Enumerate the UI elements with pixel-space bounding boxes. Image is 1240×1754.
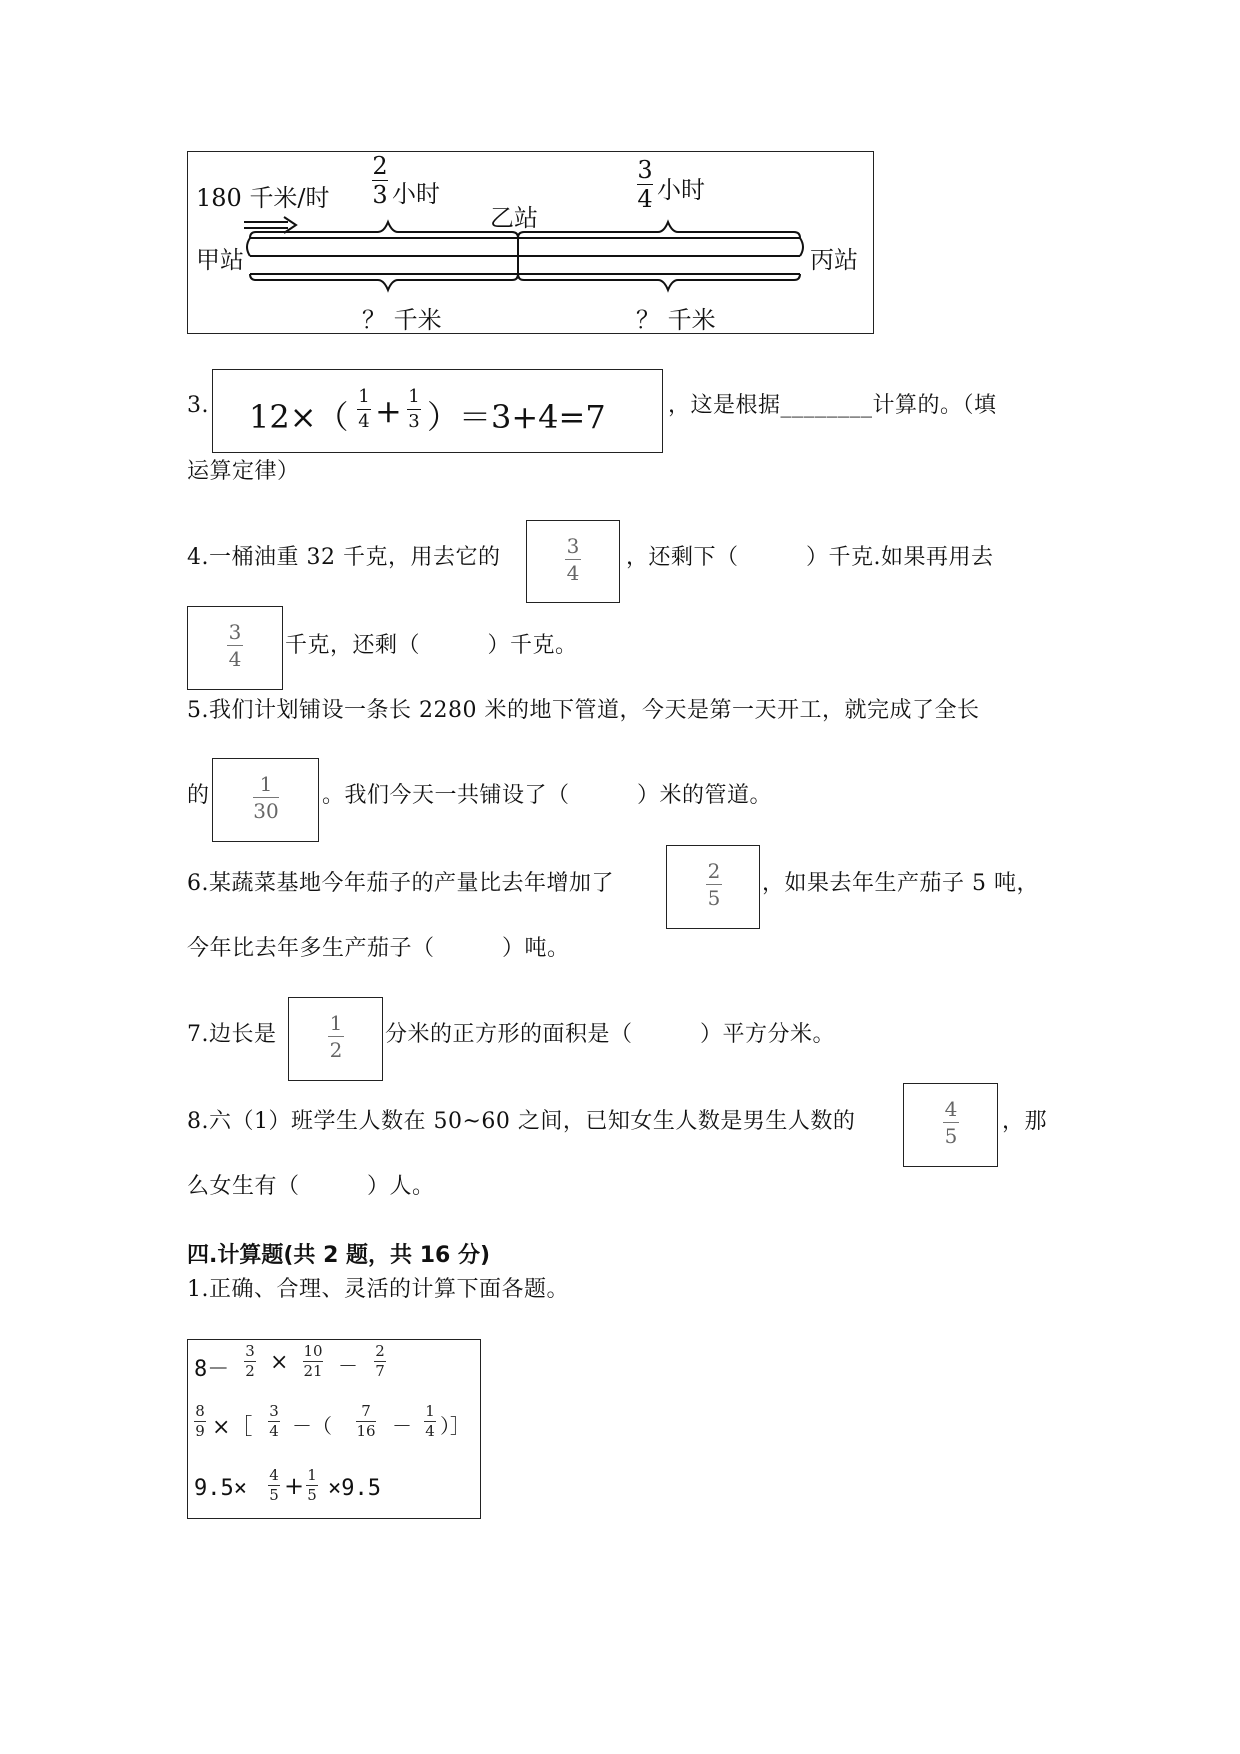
calc-r3-f2-den: 5 xyxy=(307,1486,317,1504)
q3-fraction-2-numerator: 1 xyxy=(408,386,420,407)
distance1-label: ？ 千米 xyxy=(362,306,442,334)
calc-r2-f4-num: 1 xyxy=(425,1402,435,1420)
calc-r2-fraction-4 xyxy=(424,1404,436,1439)
calc-r2-op3: － xyxy=(392,1414,412,1438)
q6-fraction-numerator: 2 xyxy=(707,859,721,883)
q4-fraction-1-denominator: 4 xyxy=(566,561,580,585)
calc-r3-op1: + xyxy=(284,1472,305,1500)
q3-expression-suffix: ）＝3+4=7 xyxy=(427,398,606,436)
station-c-label: 丙站 xyxy=(810,246,858,274)
time1-denominator: 3 xyxy=(372,181,388,209)
q5-fraction xyxy=(253,774,279,821)
q3-fraction-1-numerator: 1 xyxy=(358,386,370,407)
calc-r1-fraction-2 xyxy=(303,1344,323,1379)
calc-r1-f1-den: 2 xyxy=(245,1362,255,1380)
route-diagram xyxy=(187,151,874,334)
q7-fraction xyxy=(328,1013,344,1060)
q4-text-c: 千克，还剩（ ）千克。 xyxy=(285,633,578,658)
speed-arrow xyxy=(244,217,296,233)
q8-fraction xyxy=(943,1099,959,1146)
calc-r3-fraction-1 xyxy=(268,1468,280,1503)
calc-r1-op1: × xyxy=(270,1350,289,1375)
calc-r1-f1-num: 3 xyxy=(245,1342,255,1360)
time2-unit: 小时 xyxy=(657,176,705,204)
time2-denominator: 4 xyxy=(637,185,653,213)
q6-text-c: 今年比去年多生产茄子（ ）吨。 xyxy=(187,936,570,961)
q8-text-c: 么女生有（ ）人。 xyxy=(187,1174,435,1199)
q3-fraction-2-denominator: 3 xyxy=(408,411,420,432)
q5-fraction-denominator: 30 xyxy=(253,799,279,823)
calc-r2-op4: ）］ xyxy=(440,1414,470,1438)
section4-question1: 1.正确、合理、灵活的计算下面各题。 xyxy=(187,1277,569,1302)
q7-fraction-numerator: 1 xyxy=(329,1011,343,1035)
q4-fraction-2-denominator: 4 xyxy=(228,647,242,671)
q4-fraction-2-numerator: 3 xyxy=(228,620,242,644)
q5-text-b: 的 xyxy=(187,783,210,808)
q8-fraction-box xyxy=(903,1083,998,1167)
q8-fraction-numerator: 4 xyxy=(944,1097,958,1121)
q5-fraction-box xyxy=(212,758,319,842)
time2-fraction xyxy=(637,158,653,211)
q3-plus-sign: + xyxy=(375,392,402,430)
calc-r3-f1-num: 4 xyxy=(269,1466,279,1484)
section4-title: 四.计算题(共 2 题，共 16 分) xyxy=(187,1243,491,1268)
calc-r1-lead: 8－ xyxy=(194,1357,230,1382)
calc-r1-f2-den: 21 xyxy=(303,1362,323,1380)
q5-fraction-numerator: 1 xyxy=(259,772,273,796)
calc-r2-op2: －（ xyxy=(292,1414,332,1438)
time2-numerator: 3 xyxy=(637,156,653,184)
calc-r1-f3-den: 7 xyxy=(375,1362,385,1380)
q7-fraction-box xyxy=(288,997,383,1081)
q8-text-b: ，那 xyxy=(1002,1109,1048,1134)
calc-r3-tail: ×9.5 xyxy=(328,1476,381,1501)
q6-text-b: ，如果去年生产茄子 5 吨， xyxy=(762,871,1039,896)
q8-text-a: 8.六（1）班学生人数在 50~60 之间，已知女生人数是男生人数的 xyxy=(187,1109,856,1134)
time1-fraction xyxy=(372,154,388,207)
calc-r2-f2-den: 4 xyxy=(269,1422,279,1440)
q6-fraction-denominator: 5 xyxy=(707,886,721,910)
q3-fraction-1 xyxy=(357,388,371,431)
q4-text-a: 4.一桶油重 32 千克，用去它的 xyxy=(187,545,501,570)
distance2-label: ？ 千米 xyxy=(636,306,716,334)
q3-fraction-2 xyxy=(407,388,421,431)
q7-fraction-denominator: 2 xyxy=(329,1038,343,1062)
q3-fraction-1-denominator: 4 xyxy=(358,411,370,432)
calc-r1-fraction-1 xyxy=(244,1344,256,1379)
q4-fraction-1 xyxy=(565,536,581,583)
q3-expression-box xyxy=(212,369,663,453)
bottom-braces xyxy=(250,274,800,290)
q4-fraction-2 xyxy=(227,622,243,669)
q6-text-a: 6.某蔬菜基地今年茄子的产量比去年增加了 xyxy=(187,871,614,896)
calc-r2-fraction-1 xyxy=(194,1404,206,1439)
q8-fraction-denominator: 5 xyxy=(944,1124,958,1148)
road-lines xyxy=(247,238,803,274)
q4-fraction-box-2 xyxy=(187,606,283,690)
q4-fraction-box-1 xyxy=(526,520,620,603)
calc-r1-fraction-3 xyxy=(374,1344,386,1379)
calc-r1-f2-num: 10 xyxy=(303,1342,323,1360)
q3-text-after: ，这是根据________计算的。（填 xyxy=(668,393,997,418)
station-b-label: 乙站 xyxy=(490,204,538,232)
calc-r2-op1: ×［ xyxy=(212,1415,253,1440)
calc-r2-f1-num: 8 xyxy=(195,1402,205,1420)
calc-r2-f3-num: 7 xyxy=(361,1402,371,1420)
calc-r2-f3-den: 16 xyxy=(356,1422,376,1440)
calc-r2-fraction-3 xyxy=(356,1404,376,1439)
q7-text-a: 7.边长是 xyxy=(187,1022,277,1047)
calc-r2-f1-den: 9 xyxy=(195,1422,205,1440)
calc-r3-f1-den: 5 xyxy=(269,1486,279,1504)
q6-fraction-box xyxy=(666,845,760,929)
q3-number: 3. xyxy=(187,393,209,418)
q5-text-c: 。我们今天一共铺设了（ ）米的管道。 xyxy=(322,783,773,808)
q5-text-a: 5.我们计划铺设一条长 2280 米的地下管道，今天是第一天开工，就完成了全长 xyxy=(187,698,980,723)
calc-r2-fraction-2 xyxy=(268,1404,280,1439)
calc-r3-f2-num: 1 xyxy=(307,1466,317,1484)
q7-text-b: 分米的正方形的面积是（ ）平方分米。 xyxy=(385,1022,836,1047)
calc-r3-lead: 9.5× xyxy=(194,1476,247,1501)
station-a-label: 甲站 xyxy=(196,246,244,274)
calc-r1-f3-num: 2 xyxy=(375,1342,385,1360)
calc-r1-op2: － xyxy=(338,1354,358,1378)
q4-fraction-1-numerator: 3 xyxy=(566,534,580,558)
calculation-box xyxy=(187,1339,481,1519)
time1-unit: 小时 xyxy=(392,180,440,208)
calc-r3-fraction-2 xyxy=(306,1468,318,1503)
q6-fraction xyxy=(706,861,722,908)
calc-r2-f4-den: 4 xyxy=(425,1422,435,1440)
time1-numerator: 2 xyxy=(372,152,388,180)
speed-label: 180 千米/时 xyxy=(196,184,330,212)
q3-line2: 运算定律） xyxy=(187,459,300,484)
calc-r2-f2-num: 3 xyxy=(269,1402,279,1420)
q4-text-b: ，还剩下（ ）千克.如果再用去 xyxy=(626,545,994,570)
q3-expression-prefix: 12×（ xyxy=(249,398,349,436)
